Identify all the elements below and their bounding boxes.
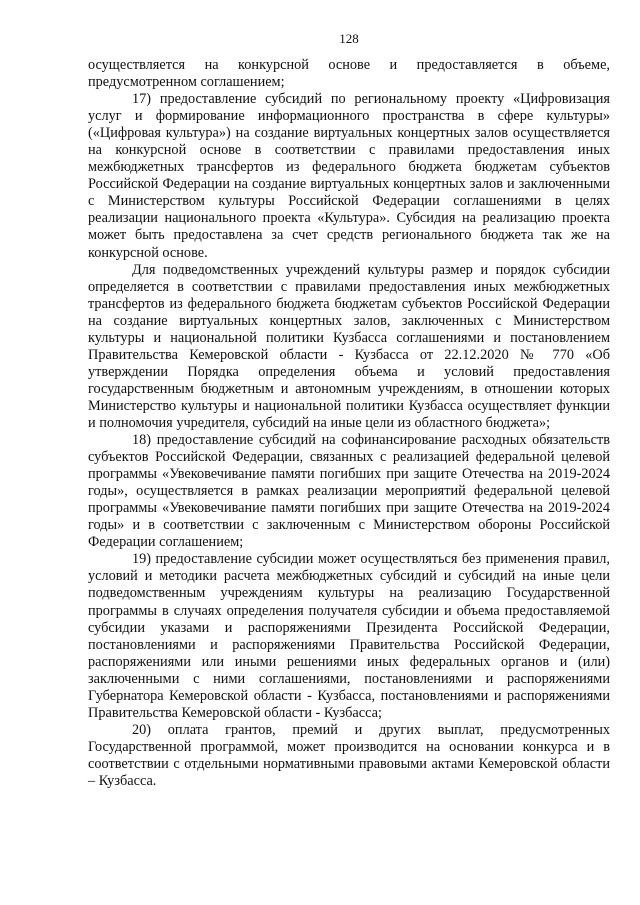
page-number: 128 [339,31,359,46]
paragraph-item-17: 17) предоставление субсидий по региональному проекту «Цифровизация услуг и формирование информационного пространства в сфере культуры» («Цифровая культура») на создание виртуальных концертных залов осуществляется на конкурсной основе в соответствии с правилами предоставления иных межбюджетных трансфертов из федерального бюджета бюджетам субъектов Российской Федерации на создание виртуальных концертных залов и заключенными с Министерством культуры Российской Федерации соглашениями в целях реализации национального проекта «Культура». Субсидия на реализацию проекта может быть предоставлена за счет средств регионального бюджета так же на конкурсной основе. [88,91,610,261]
paragraph-item-19: 19) предоставление субсидии может осуществляться без применения правил, условий и методики расчета межбюджетных субсидий и субсидий на иные цели подведомственным учреждениям культуры на реализацию Государственной программы в случаях определения получателя субсидии и объема предоставляемой субсидии указами и распоряжениями Президента Российской Федерации, постановлениями и распоряжениями Правительства Российской Федерации, распоряжениями или иными решениями иных федеральных органов и (или) заключенными с ними соглашениями, постановлениями и распоряжениями Губернатора Кемеровской области - Кузбасса, постановлениями и распоряжениями Правительства Кемеровской области - Кузбасса; [88,551,610,721]
paragraph-subordinate-institutions: Для подведомственных учреждений культуры размер и порядок субсидии определяется в соответствии с правилами предоставления иных межбюджетных трансфертов из федерального бюджета бюджетам субъектов Российской Федерации на создание виртуальных концертных залов, заключенных с Министерством культуры и национальной политики Кузбасса соглашениями и постановлением Правительства Кемеровской области - Кузбасса от 22.12.2020 № 770 «Об утверждении Порядка определения объема и условий предоставления государственным бюджетным и автономным учреждениям, в отношении которых Министерство культуры и национальной политики Кузбасса осуществляет функции и полномочия учредителя, субсидий на иные цели из областного бюджета»; [88,261,610,431]
document-page [88,30,610,790]
paragraph-continuation: осуществляется на конкурсной основе и предоставляется в объеме, предусмотренном соглашением; [88,57,610,91]
paragraph-item-18: 18) предоставление субсидий на софинансирование расходных обязательств субъектов Российской Федерации, связанных с реализацией федеральной целевой программы «Увековечивание памяти погибших при защите Отечества на 2019-2024 годы», осуществляется в рамках реализации мероприятий федеральной целевой программы «Увековечивание памяти погибших при защите Отечества на 2019-2024 годы» и в соответствии с заключенным с Министерством обороны Российской Федерации соглашением; [88,432,610,551]
paragraph-item-20: 20) оплата грантов, премий и других выплат, предусмотренных Государственной программой, может производится на основании конкурса и в соответствии с отдельными нормативными правовыми актами Кемеровской области – Кузбасса. [88,721,610,789]
